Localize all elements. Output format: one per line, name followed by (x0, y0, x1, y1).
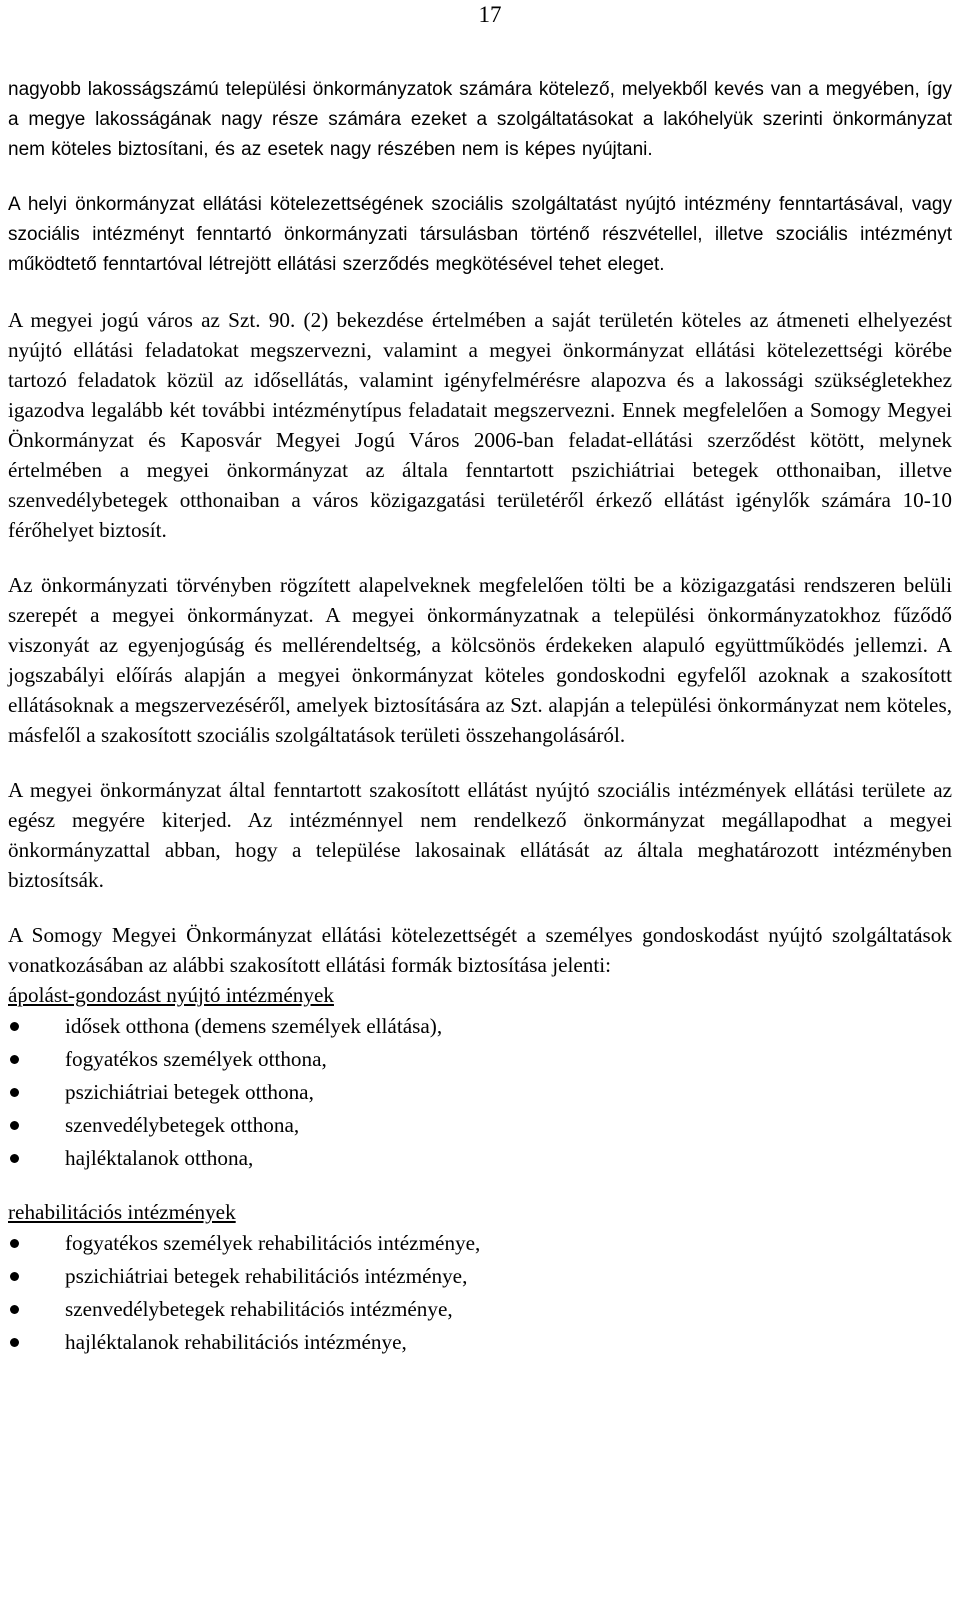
section-heading: ápolást-gondozást nyújtó intézmények (8, 983, 334, 1007)
paragraph: nagyobb lakosságszámú települési önkormányzatok számára kötelező, melyekből kevés van a megyében, így a megye lakosságának nagy része számára ezeket a szolgáltatásokat a lakóhelyük szerinti önkormányzat nem köteles biztosítani, és az esetek nagy részében nem is képes nyújtani. (8, 79, 952, 160)
bullet-list (8, 1010, 952, 1175)
list-item (8, 1260, 952, 1293)
bullet-icon (10, 1088, 19, 1097)
list-item (8, 1293, 952, 1326)
bullet-icon (10, 1338, 19, 1347)
paragraph: A helyi önkormányzat ellátási kötelezettségének szociális szolgáltatást nyújtó intézmény fenntartásával, vagy szociális intézményt fenntartó önkormányzati társulásban történő részvétellel, illetve szociális intézményt működtető fenntartóval létrejött ellátási szerződés megkötésével tehet eleget. (8, 194, 952, 275)
paragraph: A megyei önkormányzat által fenntartott szakosított ellátást nyújtó szociális intézmények ellátási területe az egész megyére kiterjed. Az intézménnyel nem rendelkező önkormányzat megállapodhat a megyei önkormányzattal abban, hogy a települése lakosainak ellátását az általa meghatározott intézményben biztosítsák. (8, 778, 952, 892)
bullet-icon (10, 1272, 19, 1281)
page-number: 17 (478, 2, 502, 27)
document-body (8, 75, 960, 1359)
bullet-icon (10, 1055, 19, 1064)
list-item (8, 1076, 952, 1109)
bullet-icon (10, 1305, 19, 1314)
list-item-text: fogyatékos személyek rehabilitációs intézménye, (65, 1231, 481, 1255)
bullet-icon (10, 1121, 19, 1130)
list-item-text: szenvedélybetegek otthona, (65, 1113, 300, 1137)
list-item (8, 1142, 952, 1175)
bullet-icon (10, 1022, 19, 1031)
list-item (8, 1010, 952, 1043)
list-item (8, 1043, 952, 1076)
list-item (8, 1227, 952, 1260)
paragraph: A megyei jogú város az Szt. 90. (2) bekezdése értelmében a saját területén köteles az átmeneti elhelyezést nyújtó ellátási feladatokat megszervezni, valamint a megyei önkormányzat ellátási kötelezettségi körébe tartozó feladatok közül az idősellátás, valamint igényfelmérésre alapozva és a lakossági szükségletekhez igazodva legalább két további intézménytípus feladatait megszervezni. Ennek megfelelően a Somogy Megyei Önkormányzat és Kaposvár Megyei Jogú Város 2006-ban feladat-ellátási szerződést kötött, melynek értelmében a megyei önkormányzat az általa fenntartott pszichiátriai betegek otthonaiban, illetve szenvedélybetegek otthonaiban a város közigazgatási területéről érkező ellátást igénylők számára 10-10 férőhelyet biztosít. (8, 308, 952, 542)
list-item-text: fogyatékos személyek otthona, (65, 1047, 327, 1071)
section-heading: rehabilitációs intézmények (8, 1200, 236, 1224)
list-item-text: pszichiátriai betegek rehabilitációs intézménye, (65, 1264, 468, 1288)
bullet-icon (10, 1154, 19, 1163)
bullet-icon (10, 1239, 19, 1248)
list-item-text: szenvedélybetegek rehabilitációs intézménye, (65, 1297, 453, 1321)
bullet-list (8, 1227, 952, 1359)
paragraph: Az önkormányzati törvényben rögzített alapelveknek megfelelően tölti be a közigazgatási rendszeren belüli szerepét a megyei önkormányzat. A megyei önkormányzatnak a települési önkormányzatokhoz fűződő viszonyát az egyenjogúság és mellérendeltség, a kölcsönös érdekeken alapuló együttműködés jellemzi. A jogszabályi előírás alapján a megyei önkormányzat köteles gondoskodni egyfelől azoknak a szakosított ellátásoknak a megszervezéséről, amelyek biztosítására az Szt. alapján a települési önkormányzat nem köteles, másfelől a szakosított szociális szolgáltatások területi összehangolásáról. (8, 573, 952, 747)
list-item-text: hajléktalanok rehabilitációs intézménye, (65, 1330, 407, 1354)
list-item-text: idősek otthona (demens személyek ellátása), (65, 1014, 443, 1038)
spacer (8, 1175, 952, 1197)
list-item-text: hajléktalanok otthona, (65, 1146, 254, 1170)
list-item (8, 1326, 952, 1359)
paragraph: A Somogy Megyei Önkormányzat ellátási kötelezettségét a személyes gondoskodást nyújtó szolgáltatások vonatkozásában az alábbi szakosított ellátási formák biztosítása jelenti: (8, 923, 952, 977)
list-item-text: pszichiátriai betegek otthona, (65, 1080, 314, 1104)
list-item (8, 1109, 952, 1142)
